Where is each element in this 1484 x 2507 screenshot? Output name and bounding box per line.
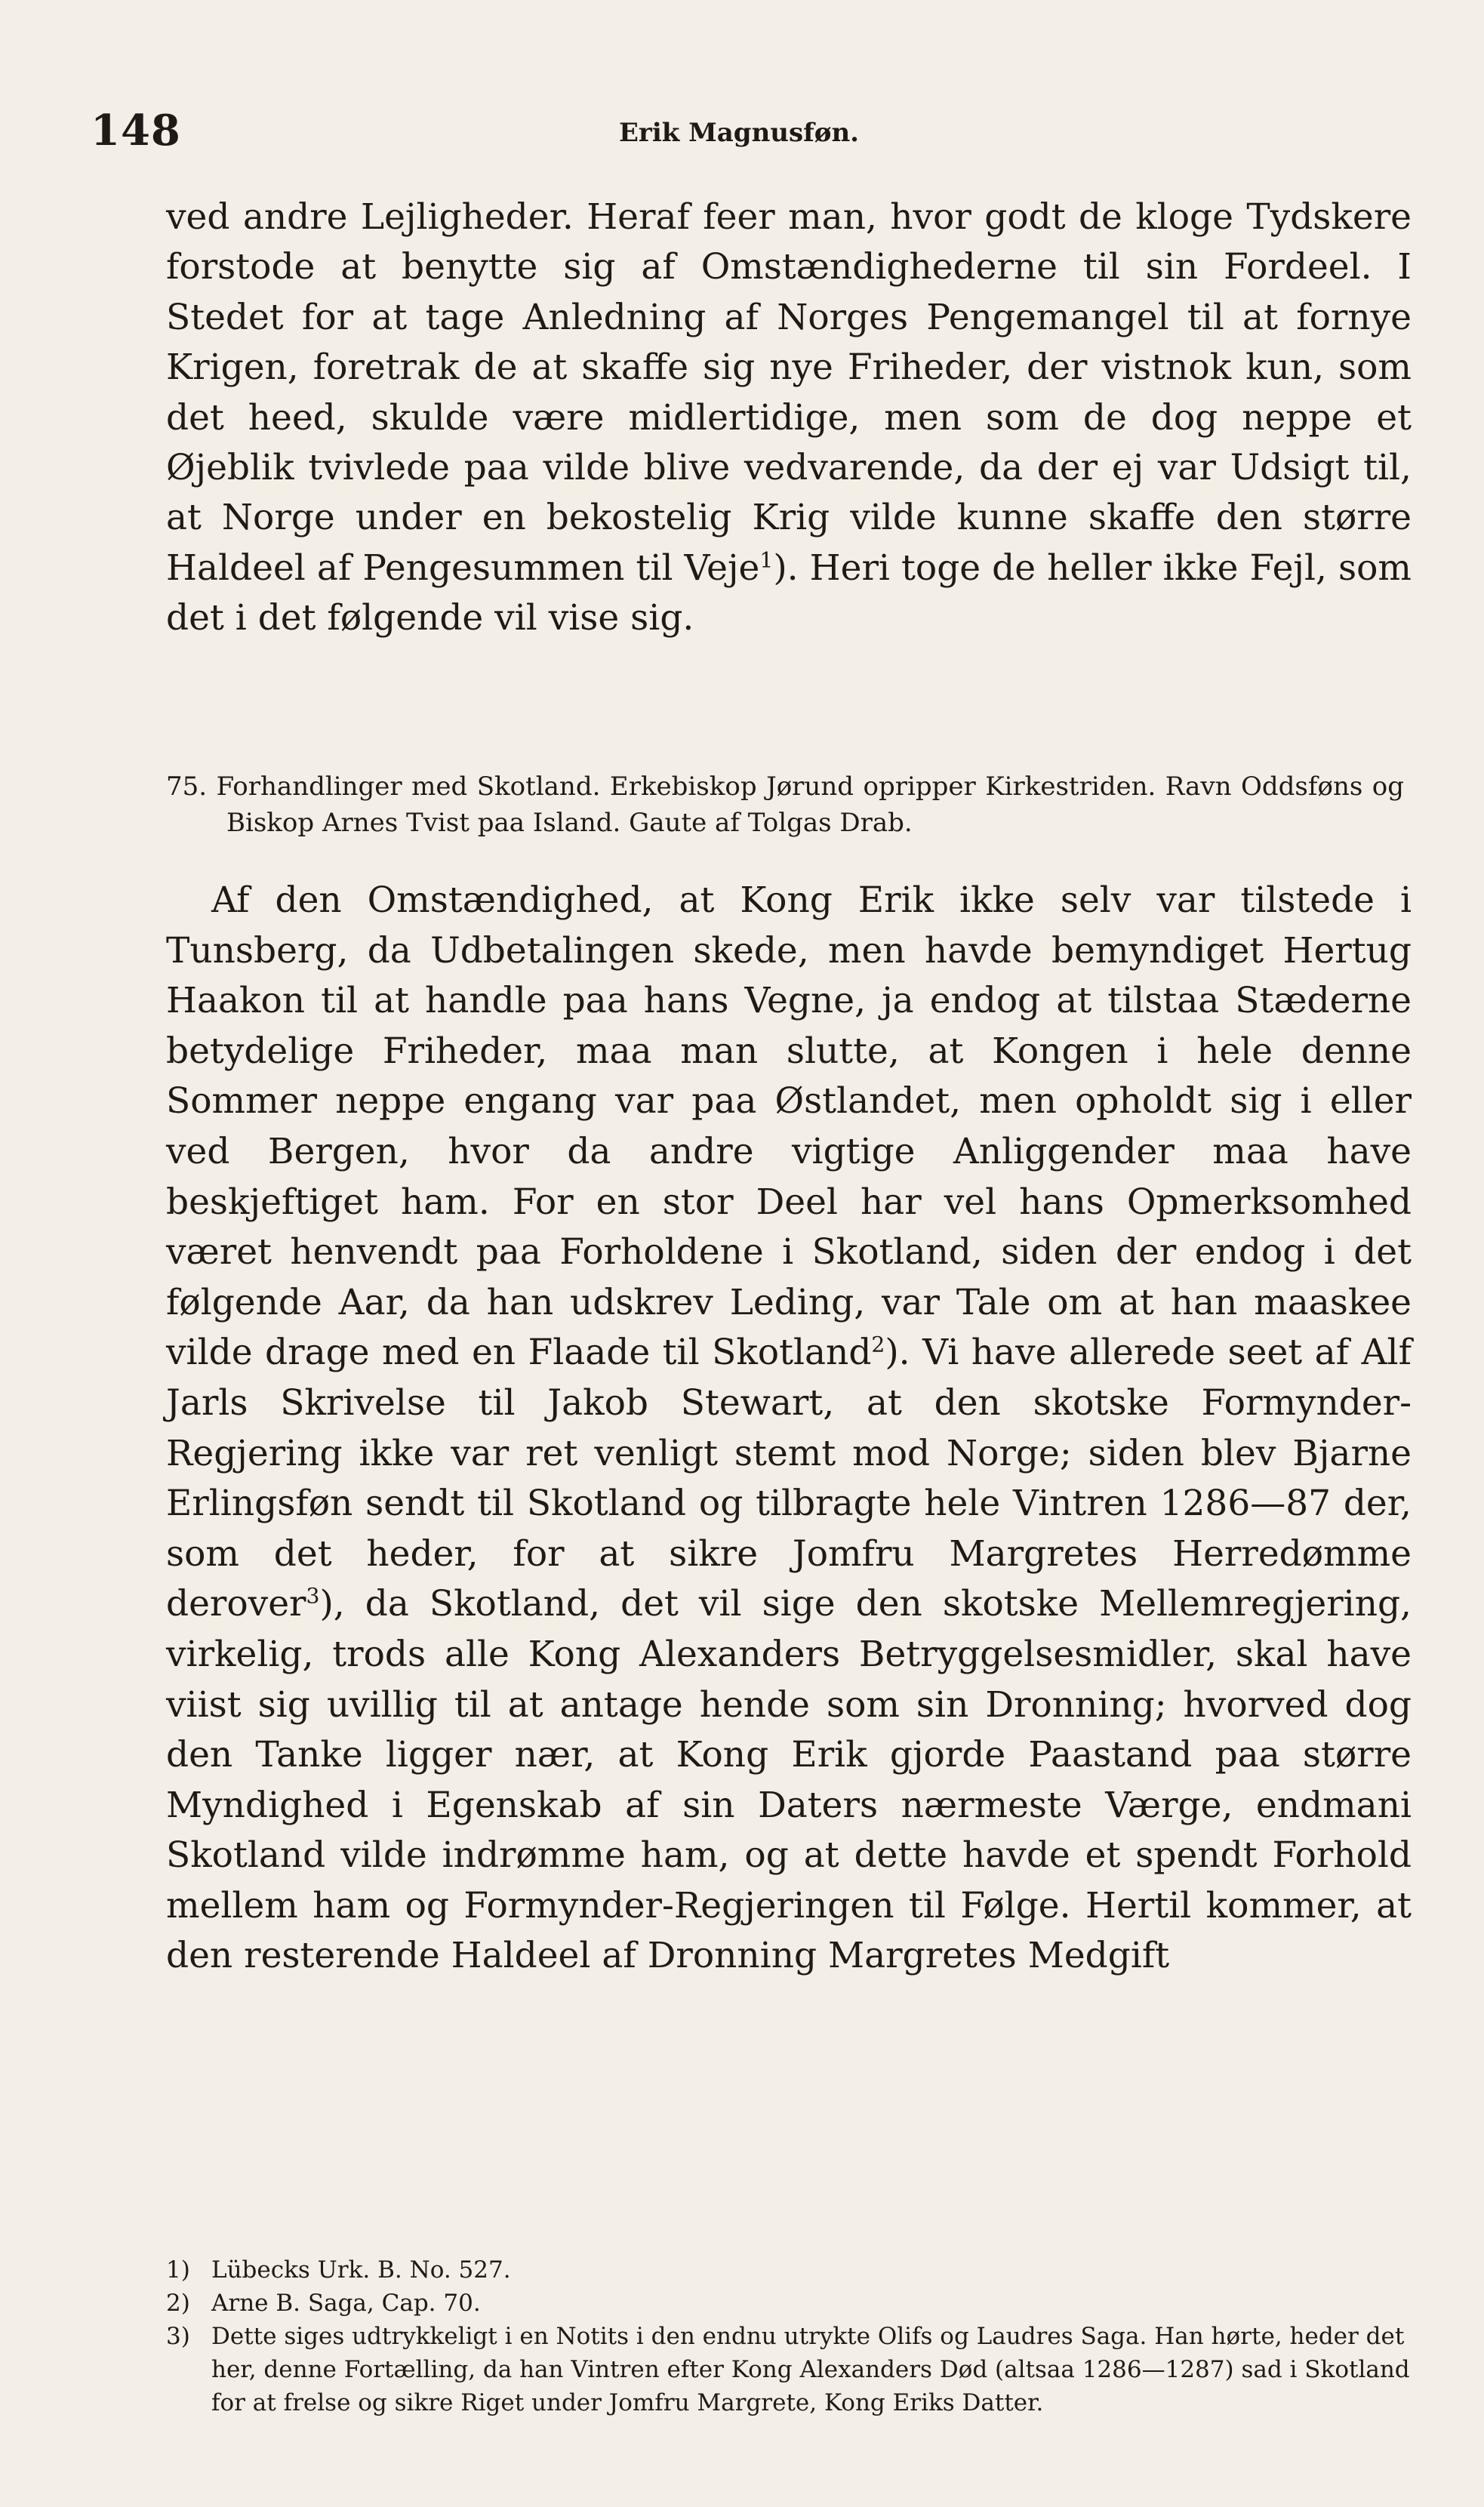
section-text-part-1: Af den Omstændighed, at Kong Erik ikke selv var tilstede i Tunsberg, da Udbetalingen skede, men havde bemyndiget Hertug Haakon til at handle paa hans Vegne, ja endog at tilstaa Stæderne betydelige Friheder, maa man slutte, at Kongen i hele denne Sommer neppe engang var paa Østlandet, men opholdt sig i eller ved Bergen, hvor da andre vigtige Anliggender maa have beskjeftiget ham. For en stor Deel har vel hans Opmerksomhed været henvendt paa Forholdene i Skotland, siden der endog i det følgende Aar, da han udskrev Leding, var Tale om at han maaskee vilde drage med en Flaade til Skotland bbox=[166, 879, 1412, 1374]
section-text-part-2: ). Vi have allerede seet af Alf Jarls Skrivelse til Jakob Stewart, at den skotske Formynder-Regjering ikke var ret venligt stemt mod Norge; siden blev Bjarne Erlingsføn sendt til Skotland og tilbragte hele Vintren 1286—87 der, som det heder, for at sikre Jomfru Margretes Herredømme derover bbox=[166, 1332, 1412, 1625]
footnote-2-text: Arne B. Saga, Cap. 70. bbox=[211, 2290, 481, 2317]
footnote-3 bbox=[166, 2320, 1412, 2419]
section-body bbox=[166, 876, 1412, 1982]
footnotes bbox=[166, 2253, 1412, 2419]
intro-text bbox=[166, 192, 1412, 644]
footnote-1-text: Lübecks Urk. B. No. 527. bbox=[211, 2256, 511, 2284]
section-heading bbox=[166, 768, 1405, 841]
footnote-1 bbox=[166, 2253, 1412, 2287]
intro-text-part-2: ). Heri toge de heller ikke Fejl, som det i det følgende vil vise sig. bbox=[166, 547, 1412, 639]
running-head: Erik Magnusføn. bbox=[619, 118, 860, 148]
section-title: Forhandlinger med Skotland. Erkebiskop Jørund opripper Kirkestriden. Ravn Oddsføns og Biskop Arnes Tvist paa Island. Gaute af Tolgas Drab. bbox=[216, 772, 1405, 838]
page-header bbox=[91, 106, 1396, 166]
footnote-ref-3: 3 bbox=[306, 1583, 320, 1609]
footnote-ref-2: 2 bbox=[871, 1332, 885, 1357]
footnote-2 bbox=[166, 2287, 1412, 2320]
intro-text-part-1: ved andre Lejligheder. Heraf feer man, hvor godt de kloge Tydskere forstode at benytte sig af Omstændighederne til sin Fordeel. I Stedet for at tage Anledning af Norges Pengemangel til at fornye Krigen, foretrak de at skaffe sig nye Friheder, der vistnok kun, som det heed, skulde være midlertidige, men som de dog neppe et Øjeblik tvivlede paa vilde blive vedvarende, da der ej var Udsigt til, at Norge under en bekostelig Krig vilde kunne skaffe den større Haldeel af Pengesummen til Veje bbox=[166, 196, 1412, 589]
section-paragraph bbox=[166, 876, 1412, 1982]
section-number: 75. bbox=[166, 772, 208, 802]
page-number: 148 bbox=[91, 106, 181, 156]
footnote-3-text: Dette siges udtrykkeligt i en Notits i den endnu utrykte Olifs og Laudres Saga. Han hørte, heder det her, denne Fortælling, da han Vintren efter Kong Alexanders Død (altsaa 1286—1287) sad i Skotland for at frelse og sikre Riget under Jomfru Margrete, Kong Eriks Datter. bbox=[211, 2323, 1410, 2416]
intro-paragraph bbox=[166, 192, 1412, 644]
section-text-part-3: ), da Skotland, det vil sige den skotske Mellemregjering, virkelig, trods alle Kong Alexanders Betryggelsesmidler, skal have viist sig uvillig til at antage hende som sin Dronning; hvorved dog den Tanke ligger nær, at Kong Erik gjorde Paastand paa større Myndighed i Egenskab af sin Daters nærmeste Værge, endmani Skotland vilde indrømme ham, og at dette havde et spendt Forhold mellem ham og Formynder-Regjeringen til Følge. Hertil kommer, at den resterende Haldeel af Dronning Margretes Medgift bbox=[166, 1583, 1412, 1977]
footnote-2-mark: 2) bbox=[166, 2290, 190, 2317]
footnote-ref-1: 1 bbox=[759, 547, 774, 573]
footnote-1-mark: 1) bbox=[166, 2256, 190, 2284]
footnote-3-mark: 3) bbox=[166, 2323, 190, 2350]
